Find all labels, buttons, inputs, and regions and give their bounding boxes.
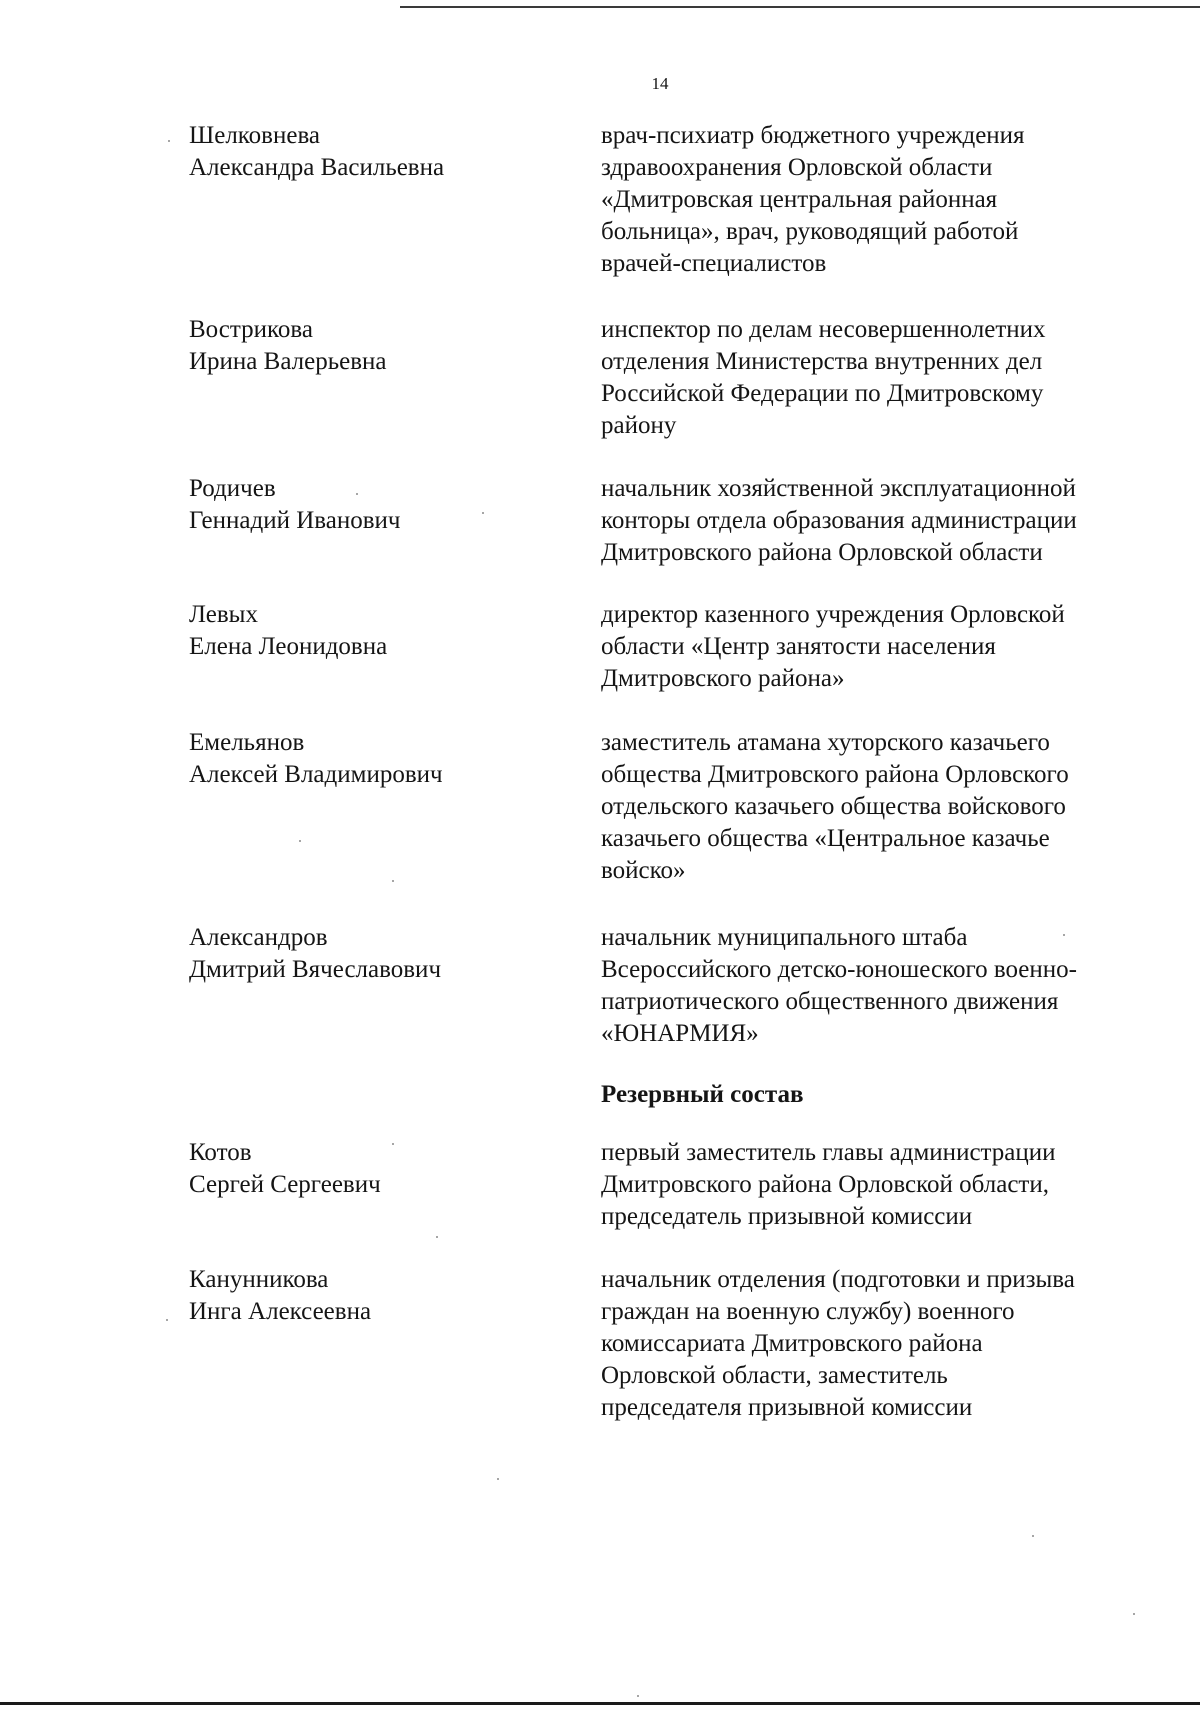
member-name: Левых Елена Леонидовна <box>189 601 388 660</box>
scan-speck <box>392 880 394 882</box>
reserve-member-position: первый заместитель главы администрации Дмитровского района Орловской области, председатель призывной комиссии <box>601 1139 1056 1230</box>
member-position: инспектор по делам несовершеннолетних отделения Министерства внутренних дел Российской Федерации по Дмитровскому району <box>601 316 1046 439</box>
scan-speck <box>166 1319 168 1321</box>
scan-speck <box>299 840 301 842</box>
member-name: Родичев Геннадий Иванович <box>189 475 401 534</box>
scan-speck <box>497 1478 499 1480</box>
member-position: начальник муниципального штаба Всероссийского детско-юношеского военно- патриотического общественного движения «ЮНАРМИЯ» <box>601 924 1077 1047</box>
scan-speck <box>356 493 358 495</box>
member-name: Шелковнева Александра Васильевна <box>189 122 445 181</box>
scan-speck <box>1063 934 1065 936</box>
reserve-member-name: Канунникова Инга Алексеевна <box>189 1266 372 1325</box>
bottom-scan-rule <box>0 1702 1200 1705</box>
scan-speck <box>482 512 484 514</box>
member-name: Емельянов Алексей Владимирович <box>189 729 443 788</box>
member-position: начальник хозяйственной эксплуатационной конторы отдела образования администрации Дмитровского района Орловской области <box>601 475 1077 566</box>
scan-speck <box>1032 1535 1034 1537</box>
top-scan-rule <box>400 6 1200 8</box>
member-name: Александров Дмитрий Вячеславович <box>189 924 442 983</box>
reserve-member-position: начальник отделения (подготовки и призыва граждан на военную службу) военного комиссариата Дмитровского района Орловской области, заместитель председателя призывной комиссии <box>601 1266 1075 1421</box>
reserve-member-name: Котов Сергей Сергеевич <box>189 1139 381 1198</box>
scan-speck <box>1133 1613 1135 1615</box>
member-position: заместитель атамана хуторского казачьего общества Дмитровского района Орловского отдельского казачьего общества войскового казачьего общества «Центральное казачье войско» <box>601 729 1069 884</box>
member-position: врач-психиатр бюджетного учреждения здравоохранения Орловской области «Дмитровская центральная районная больница», врач, руководящий работой врачей-специалистов <box>601 122 1025 277</box>
scan-speck <box>637 1695 639 1697</box>
scan-speck <box>168 140 170 142</box>
page-number: 14 <box>651 74 669 93</box>
member-position: директор казенного учреждения Орловской области «Центр занятости населения Дмитровского района» <box>601 601 1065 692</box>
scan-speck <box>392 1143 394 1145</box>
reserve-section-heading: Резервный состав <box>601 1081 804 1108</box>
scan-speck <box>436 1236 438 1238</box>
member-name: Вострикова Ирина Валерьевна <box>189 316 387 375</box>
